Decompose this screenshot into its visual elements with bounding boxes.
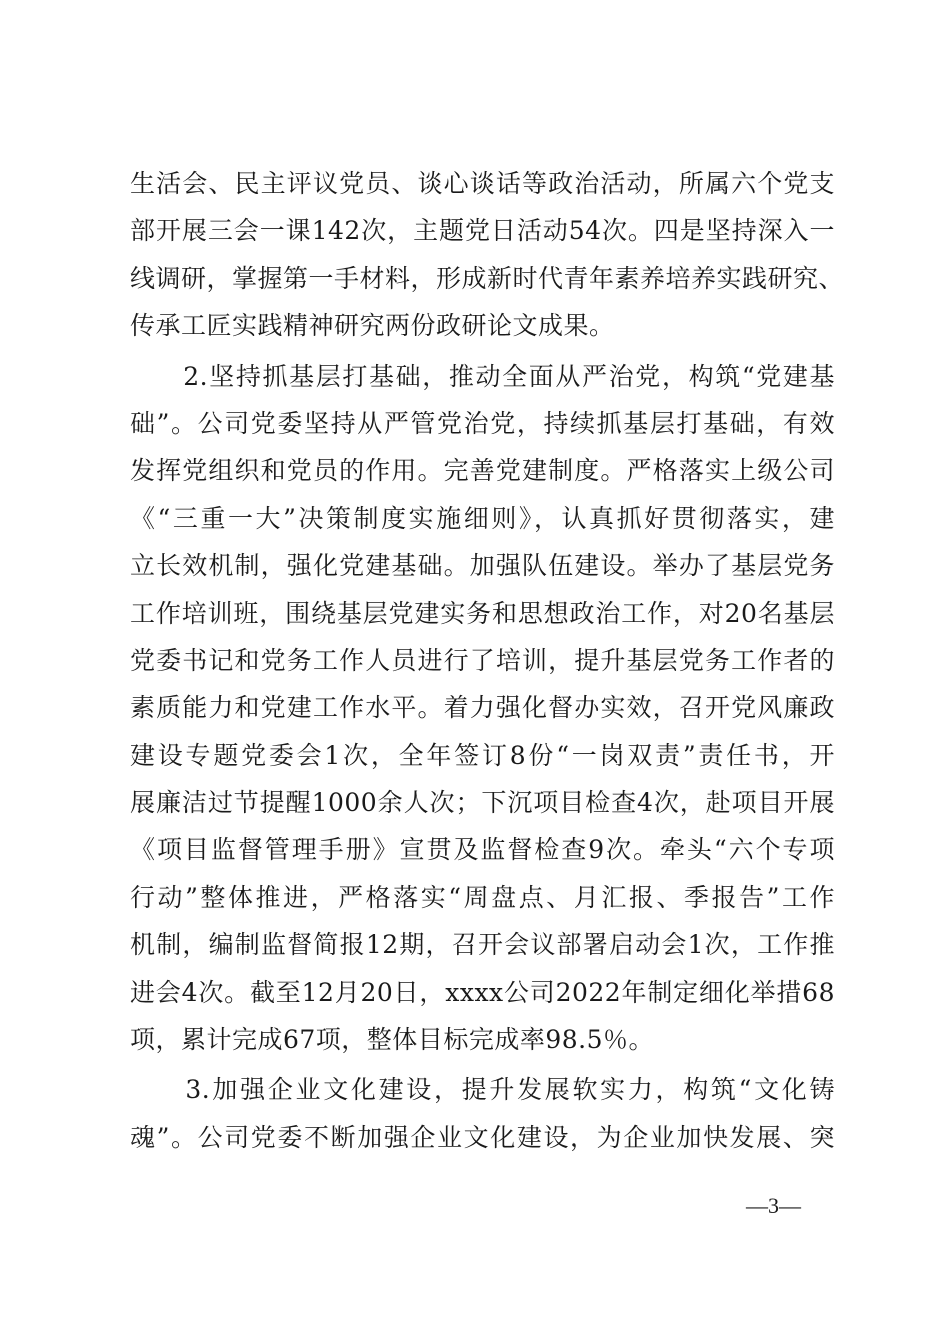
text-line: 《“三重一大”决策制度实施细则》，认真抓好贯彻落实，建 (130, 503, 835, 533)
text-line: 机制，编制监督简报12期，召开会议部署启动会1次，工作推 (130, 930, 835, 960)
text-line: 础”。公司党委坚持从严管党治党，持续抓基层打基础，有效 (130, 408, 835, 438)
text-line: 展廉洁过节提醒1000余人次；下沉项目检查4次，赴项目开展 (130, 788, 835, 818)
text-line: 传承工匠实践精神研究两份政研论文成果。 (130, 311, 615, 341)
page-number: —3— (746, 1193, 801, 1218)
text-line: 进会4次。截至12月20日，xxxx公司2022年制定细化举措68 (130, 977, 835, 1007)
text-line: 项，累计完成67项，整体目标完成率98.5％。 (130, 1025, 654, 1055)
text-line: 《项目监督管理手册》宣贯及监督检查9次。牵头“六个专项 (130, 835, 835, 865)
text-line: 2.坚持抓基层打基础，推动全面从严治党，构筑“党建基 (130, 361, 835, 391)
text-line: 魂”。公司党委不断加强企业文化建设，为企业加快发展、突 (130, 1122, 835, 1152)
text-line: 党委书记和党务工作人员进行了培训，提升基层党务工作者的 (130, 645, 835, 675)
text-line: 工作培训班，围绕基层党建实务和思想政治工作，对20名基层 (130, 598, 835, 628)
text-line: 行动”整体推进，严格落实“周盘点、月汇报、季报告”工作 (130, 882, 835, 912)
text-line: 建设专题党委会1次，全年签订8份“一岗双责”责任书，开 (130, 740, 835, 770)
text-line: 立长效机制，强化党建基础。加强队伍建设。举办了基层党务 (130, 551, 835, 581)
text-line: 发挥党组织和党员的作用。完善党建制度。严格落实上级公司 (130, 456, 835, 486)
paragraph-3 (130, 1066, 835, 1161)
text-line: 生活会、民主评议党员、谈心谈话等政治活动，所属六个党支 (130, 169, 835, 198)
text-line: 3.加强企业文化建设，提升发展软实力，构筑“文化铸 (130, 1075, 835, 1105)
text-line: 部开展三会一课142次，主题党日活动54次。四是坚持深入一 (130, 216, 835, 246)
paragraph-1 (130, 160, 845, 350)
text-line: 素质能力和党建工作水平。着力强化督办实效，召开党风廉政 (130, 693, 835, 723)
body-text (130, 160, 845, 1161)
text-line: 线调研，掌握第一手材料，形成新时代青年素养培养实践研究、 (130, 263, 845, 293)
paragraph-2 (130, 353, 835, 1064)
